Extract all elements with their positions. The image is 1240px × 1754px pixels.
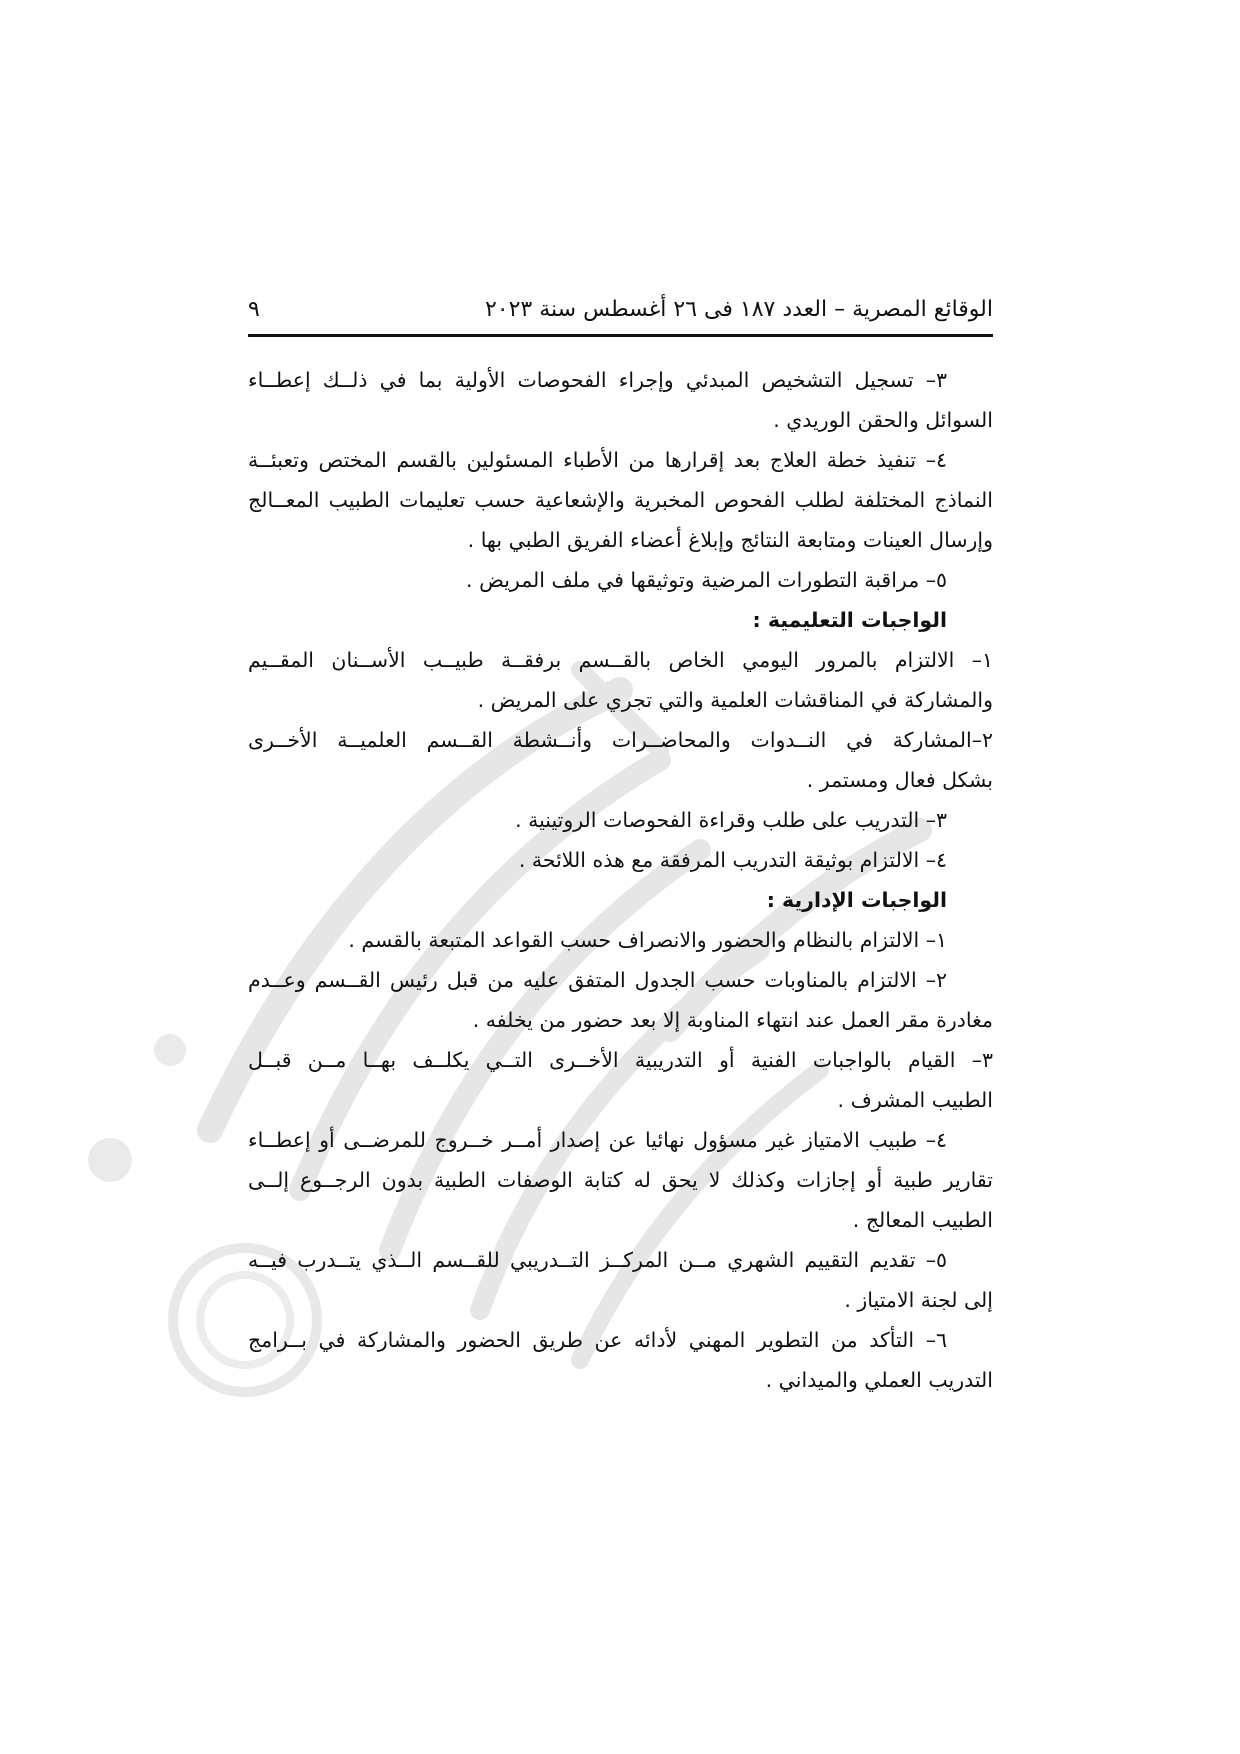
text-line: ٤– طبيب الامتياز غير مسؤول نهائيا عن إصدار أمــر خــروج للمرضــى أو إعطــاء [248, 1128, 947, 1152]
text-line: تقارير طبية أو إجازات وكذلك لا يحق له كتابة الوصفات الطبية بدون الرجــوع إلــى [248, 1168, 993, 1192]
text-line: مغادرة مقر العمل عند انتهاء المناوبة إلا بعد حضور من يخلفه . [472, 1008, 993, 1032]
text-line: الطبيب المشرف . [837, 1088, 993, 1112]
text-line: النماذج المختلفة لطلب الفحوص المخبرية والإشعاعية حسب تعليمات الطبيب المعــالج [248, 488, 993, 512]
text-line: ٢– الالتزام بالمناوبات حسب الجدول المتفق عليه من قبل رئيس القــسم وعــدم [248, 968, 947, 992]
text-line: الطبيب المعالج . [852, 1208, 993, 1232]
document-body [248, 360, 993, 1400]
text-line: ٢–المشاركة في النــدوات والمحاضــرات وأنــشطة القــسم العلميــة الأخــرى [248, 728, 993, 752]
text-line: ٣– التدريب على طلب وقراءة الفحوصات الروتينية . [515, 808, 947, 832]
section-heading: الواجبات الإدارية : [766, 888, 947, 912]
text-line: ٣– تسجيل التشخيص المبدئي وإجراء الفحوصات الأولية بما في ذلــك إعطــاء [248, 368, 947, 392]
header-divider [248, 334, 993, 337]
text-line: ٥– مراقبة التطورات المرضية وتوثيقها في ملف المريض . [466, 568, 947, 592]
text-line: ٦– التأكد من التطوير المهني لأدائه عن طريق الحضور والمشاركة في بــرامج [248, 1328, 947, 1352]
section-heading: الواجبات التعليمية : [752, 608, 947, 632]
text-line: وإرسال العينات ومتابعة النتائج وإبلاغ أعضاء الفريق الطبي بها . [467, 528, 993, 552]
text-line: ١– الالتزام بالنظام والحضور والانصراف حسب القواعد المتبعة بالقسم . [348, 928, 947, 952]
header-title: الوقائع المصرية – العدد ١٨٧ فى ٢٦ أغسطس سنة ٢٠٢٣ [484, 297, 993, 322]
page-number: ٩ [248, 297, 260, 322]
text-line: والمشاركة في المناقشات العلمية والتي تجري على المريض . [477, 688, 993, 712]
text-line: إلى لجنة الامتياز . [844, 1288, 993, 1312]
text-line: ٤– الالتزام بوثيقة التدريب المرفقة مع هذه اللائحة . [518, 848, 947, 872]
text-line: ٣– القيام بالواجبات الفنية أو التدريبية الأخــرى التــي يكلــف بهــا مــن قبــل [248, 1048, 993, 1072]
text-line: بشكل فعال ومستمر . [806, 768, 993, 792]
text-line: ٤– تنفيذ خطة العلاج بعد إقرارها من الأطباء المسئولين بالقسم المختص وتعبئــة [248, 448, 947, 472]
page-header [248, 282, 993, 322]
text-line: ٥– تقديم التقييم الشهري مــن المركــز التــدريبي للقــسم الــذي يتــدرب فيــه [248, 1248, 947, 1272]
text-line: السوائل والحقن الوريدي . [773, 408, 993, 432]
text-line: ١– الالتزام بالمرور اليومي الخاص بالقــسم برفقــة طبيــب الأســنان المقــيم [248, 648, 993, 672]
text-line: التدريب العملي والميداني . [765, 1368, 993, 1392]
